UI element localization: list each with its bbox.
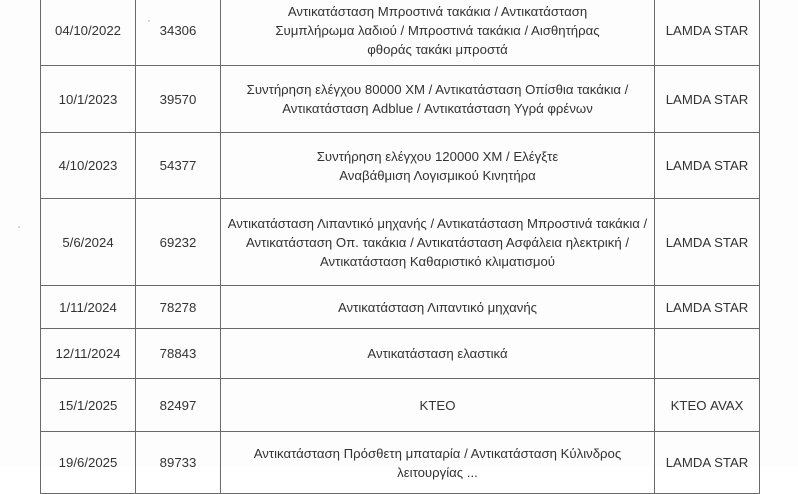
km-cell: 89733	[136, 432, 221, 494]
km-cell: 78843	[136, 329, 221, 379]
km-cell: 34306	[136, 0, 221, 66]
description-cell: Αντικατάσταση Μπροστινά τακάκια / Αντικατάσταση Συμπλήρωμα λαδιού / Μπροστινά τακάκια / Αισθητήρας φθοράς τακάκι μπροστά	[221, 0, 655, 66]
shop-cell: LAMDA STAR	[655, 286, 760, 329]
table-row	[41, 0, 760, 66]
shop-cell: LAMDA STAR	[655, 199, 760, 286]
km-cell: 54377	[136, 133, 221, 199]
table-row	[41, 199, 760, 286]
table-row	[41, 379, 760, 432]
date-cell: 4/10/2023	[41, 133, 136, 199]
table-row	[41, 66, 760, 133]
description-cell: Συντήρηση ελέγχου 80000 ΧΜ / Αντικατάσταση Οπίσθια τακάκια / Αντικατάσταση Adblue / Αντικατάσταση Υγρά φρένων	[221, 66, 655, 133]
date-cell: 10/1/2023	[41, 66, 136, 133]
shop-cell	[655, 329, 760, 379]
shop-cell: LAMDA STAR	[655, 432, 760, 494]
table-row	[41, 133, 760, 199]
shop-cell: LAMDA STAR	[655, 66, 760, 133]
description-cell: ΚΤΕΟ	[221, 379, 655, 432]
date-cell: 15/1/2025	[41, 379, 136, 432]
date-cell: 19/6/2025	[41, 432, 136, 494]
description-cell: Αντικατάσταση Πρόσθετη μπαταρία / Αντικατάσταση Κύλινδρος λειτουργίας ...	[221, 432, 655, 494]
description-cell: Συντήρηση ελέγχου 120000 ΧΜ / Ελέγξτε Αναβάθμιση Λογισμικού Κινητήρα	[221, 133, 655, 199]
description-cell: Αντικατάσταση ελαστικά	[221, 329, 655, 379]
date-cell: 1/11/2024	[41, 286, 136, 329]
table-row	[41, 432, 760, 494]
shop-cell: LAMDA STAR	[655, 0, 760, 66]
description-cell: Αντικατάσταση Λιπαντικό μηχανής / Αντικατάσταση Μπροστινά τακάκια / Αντικατάσταση Οπ. τακάκια / Αντικατάσταση Ασφάλεια ηλεκτρική / Αντικατάσταση Καθαριστικό κλιματισμού	[221, 199, 655, 286]
table-row	[41, 329, 760, 379]
service-history-table	[40, 0, 760, 494]
table-row	[41, 286, 760, 329]
shop-cell: ΚΤΕΟ AVAX	[655, 379, 760, 432]
scan-speck	[18, 226, 20, 228]
km-cell: 82497	[136, 379, 221, 432]
description-cell: Αντικατάσταση Λιπαντικό μηχανής	[221, 286, 655, 329]
date-cell: 04/10/2022	[41, 0, 136, 66]
date-cell: 5/6/2024	[41, 199, 136, 286]
shop-cell: LAMDA STAR	[655, 133, 760, 199]
km-cell: 69232	[136, 199, 221, 286]
km-cell: 78278	[136, 286, 221, 329]
date-cell: 12/11/2024	[41, 329, 136, 379]
scan-speck	[148, 20, 150, 22]
km-cell: 39570	[136, 66, 221, 133]
